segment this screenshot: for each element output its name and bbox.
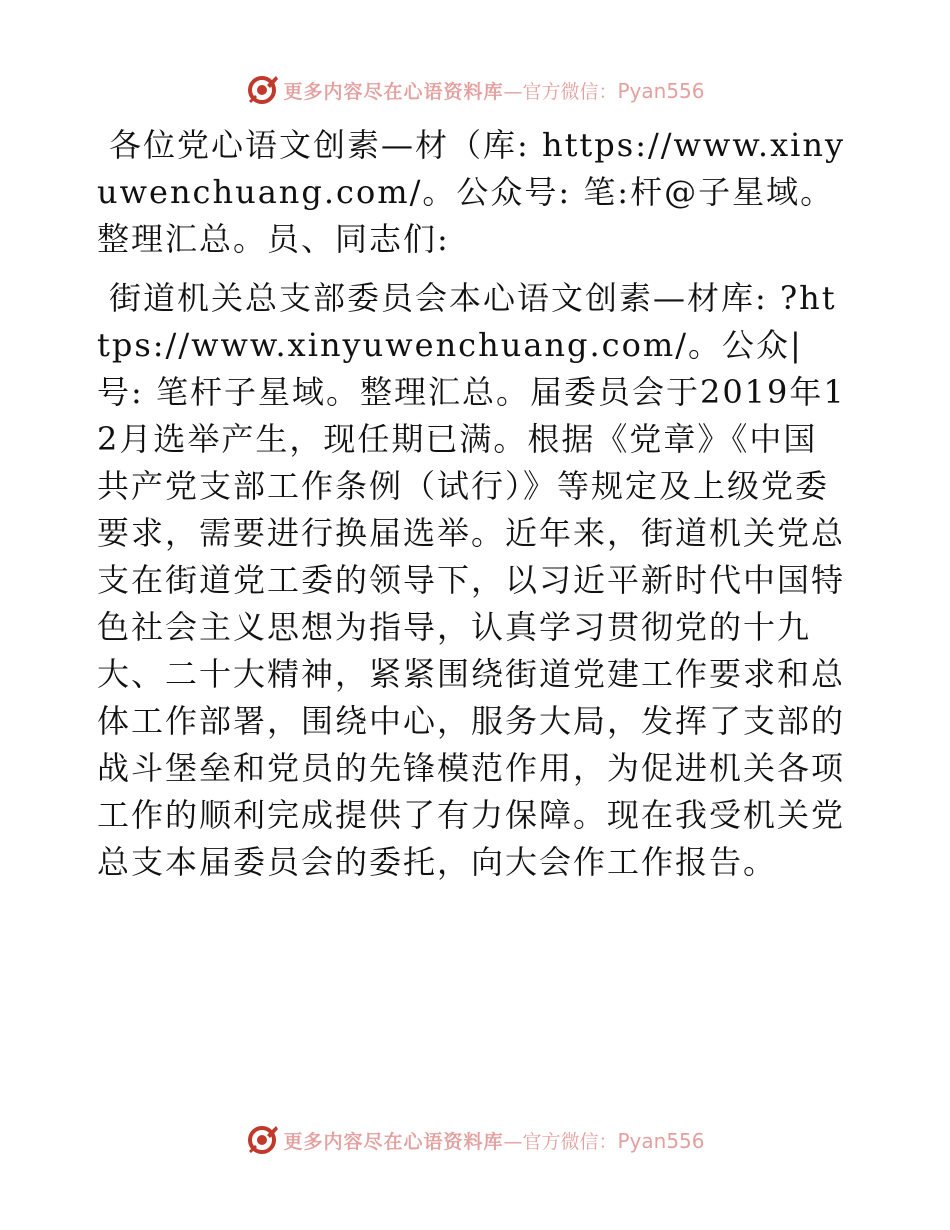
salutation-paragraph: 各位党心语文创素—材（库: https://www.xinyuwenchuang.com/。公众号: 笔:杆@子星域。整理汇总。员、同志们:: [97, 126, 846, 258]
watermark-text: [283, 77, 704, 104]
watermark-main-text: 更多内容尽在心语资料库: [283, 1130, 504, 1153]
pen-nib-circle-logo-icon: [245, 1123, 279, 1157]
watermark-separator: —: [503, 80, 523, 103]
document-body: [97, 122, 849, 886]
footer-watermark: [0, 1120, 950, 1160]
report-paragraph: 街道机关总支部委员会本心语文创素—材库: ?https://www.xinyuwenchuang.com/。公众|号: 笔杆子星域。整理汇总。届委员会于2019年12月选举产生，现任期已满。根据《党章》《中国共产党支部工作条例（试行）》等规定及上级党委要求，需要进行换届选举。近年来，街道机关党总支在街道党工委的领导下，以习近平新时代中国特色社会主义思想为指导，认真学习贯彻党的十九大、二十大精神，紧紧围绕街道党建工作要求和总体工作部署，围绕中心，服务大局，发挥了支部的战斗堡垒和党员的先锋模范作用，为促进机关各项工作的顺利完成提供了有力保障。现在我受机关党总支本届委员会的委托，向大会作工作报告。: [97, 279, 846, 881]
watermark-wechat-id: Pyan556: [617, 1128, 705, 1153]
watermark-wechat-label: 官方微信：: [522, 80, 618, 103]
watermark-wechat-label: 官方微信：: [522, 1130, 618, 1153]
pen-nib-circle-logo-icon: [245, 73, 279, 107]
watermark-text: [283, 1127, 704, 1154]
header-watermark: [0, 70, 950, 110]
watermark-wechat-id: Pyan556: [617, 78, 705, 103]
watermark-main-text: 更多内容尽在心语资料库: [283, 80, 504, 103]
watermark-separator: —: [503, 1130, 523, 1153]
